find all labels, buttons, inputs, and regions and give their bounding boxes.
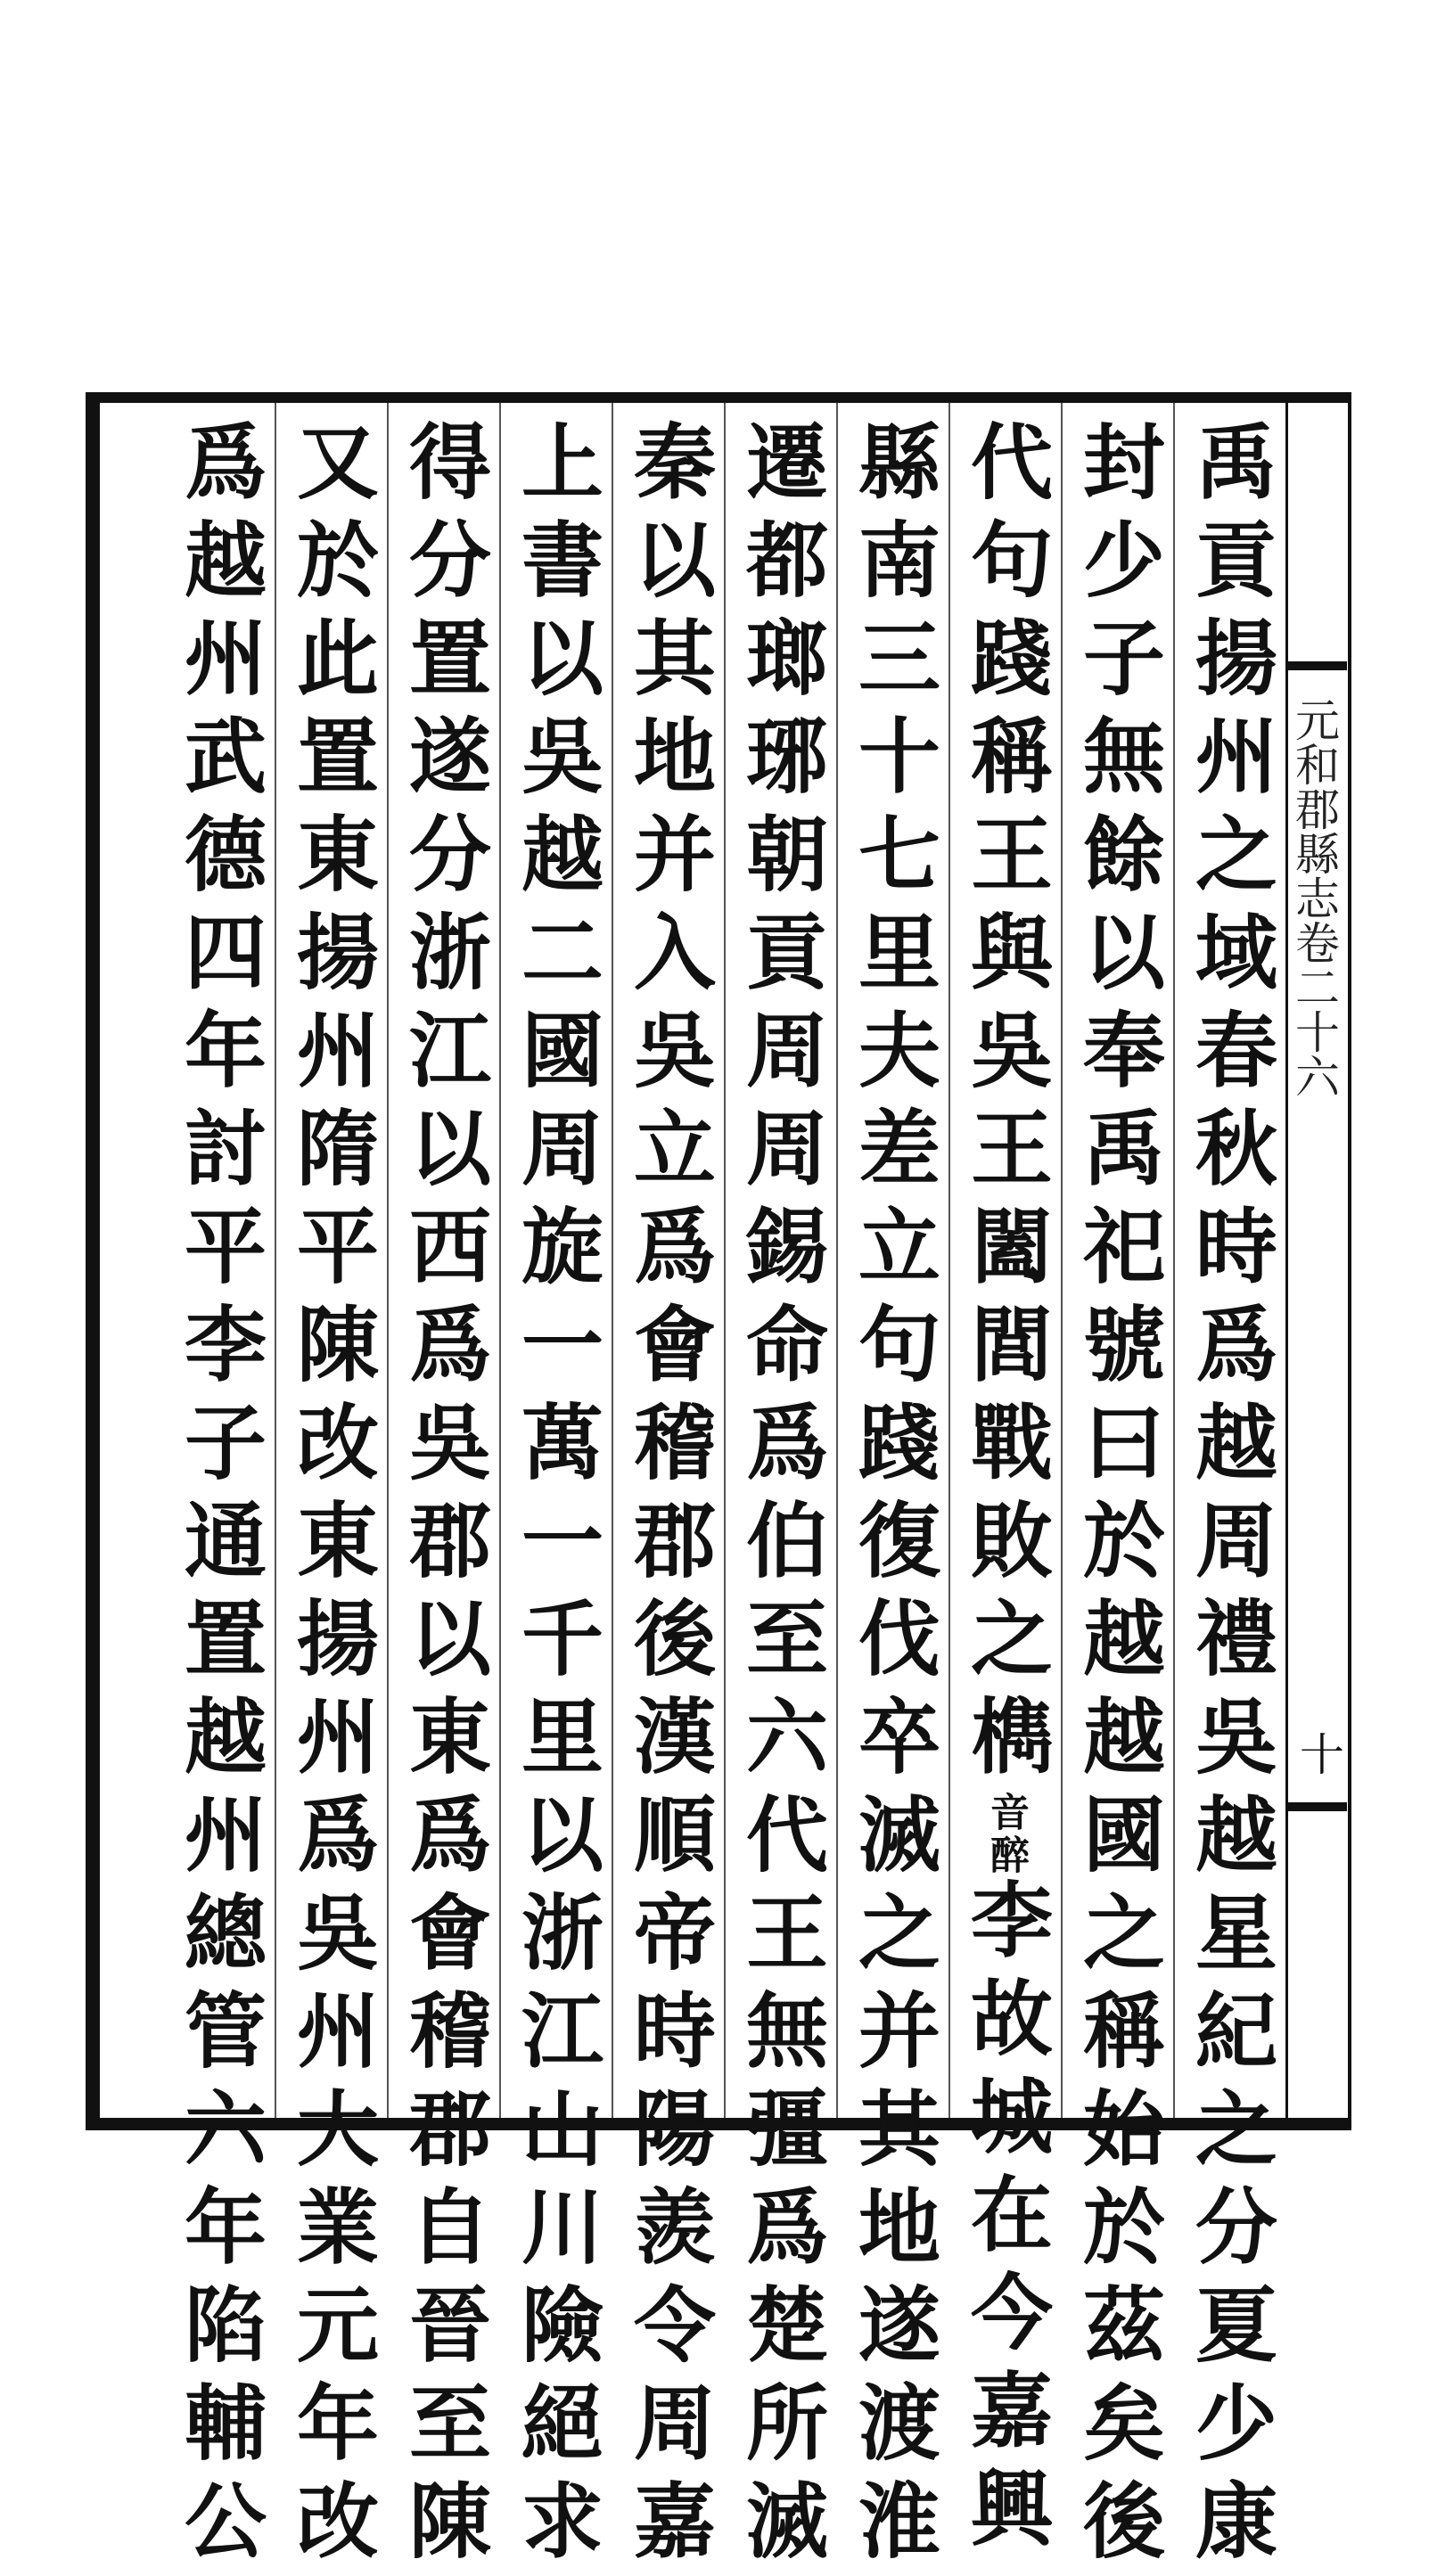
- column-rule: [387, 403, 389, 2118]
- interlinear-note: 音醉: [983, 1792, 1029, 1877]
- column-rule: [275, 403, 276, 2118]
- column-rule: [1173, 403, 1175, 2118]
- column-rule: [499, 403, 501, 2118]
- page-number: 十: [1293, 1731, 1344, 1776]
- column-3-tail: 李故城在今嘉興: [957, 1877, 1054, 2564]
- text-column-1: 禹貢揚州之域春秋時爲越周禮吳越星紀之分夏少康: [1182, 419, 1278, 2576]
- text-column-8: 得分置遂分浙江以西爲吳郡以東爲會稽郡自晉至陳: [396, 419, 492, 2576]
- column-3-main: 代句踐稱王與吳王闔閭戰敗之檇: [957, 419, 1054, 1792]
- text-column-2: 封少子無餘以奉禹祀號曰於越越國之稱始於茲矣後: [1070, 419, 1166, 2576]
- column-rule: [948, 403, 950, 2118]
- text-column-3: [952, 419, 1059, 2564]
- fish-tail-mark-lower: [1288, 1802, 1347, 1811]
- column-rule: [612, 403, 613, 2118]
- column-rule: [836, 403, 838, 2118]
- column-rule: [724, 403, 726, 2118]
- book-title-vertical: 元和郡縣志卷二十六: [1288, 697, 1340, 1098]
- text-column-4: 縣南三十七里夫差立句踐復伐卒滅之并其地遂渡淮: [845, 419, 941, 2576]
- text-column-7: 上書以吳越二國周旋一萬一千里以浙江山川險絕求: [508, 419, 604, 2576]
- text-column-9: 又於此置東揚州隋平陳改東揚州爲吳州大業元年改: [283, 419, 380, 2576]
- fish-tail-mark-upper: [1288, 661, 1347, 670]
- center-fold-strip: [1285, 403, 1348, 2118]
- text-column-6: 秦以其地并入吳立爲會稽郡後漢順帝時陽羨令周嘉: [620, 419, 717, 2576]
- text-column-5: 遷都瑯琊朝貢周周錫命爲伯至六代王無彊爲楚所滅: [733, 419, 829, 2576]
- text-column-10: 爲越州武德四年討平李子通置越州總管六年陷輔公: [171, 419, 267, 2576]
- column-rule: [1061, 403, 1063, 2118]
